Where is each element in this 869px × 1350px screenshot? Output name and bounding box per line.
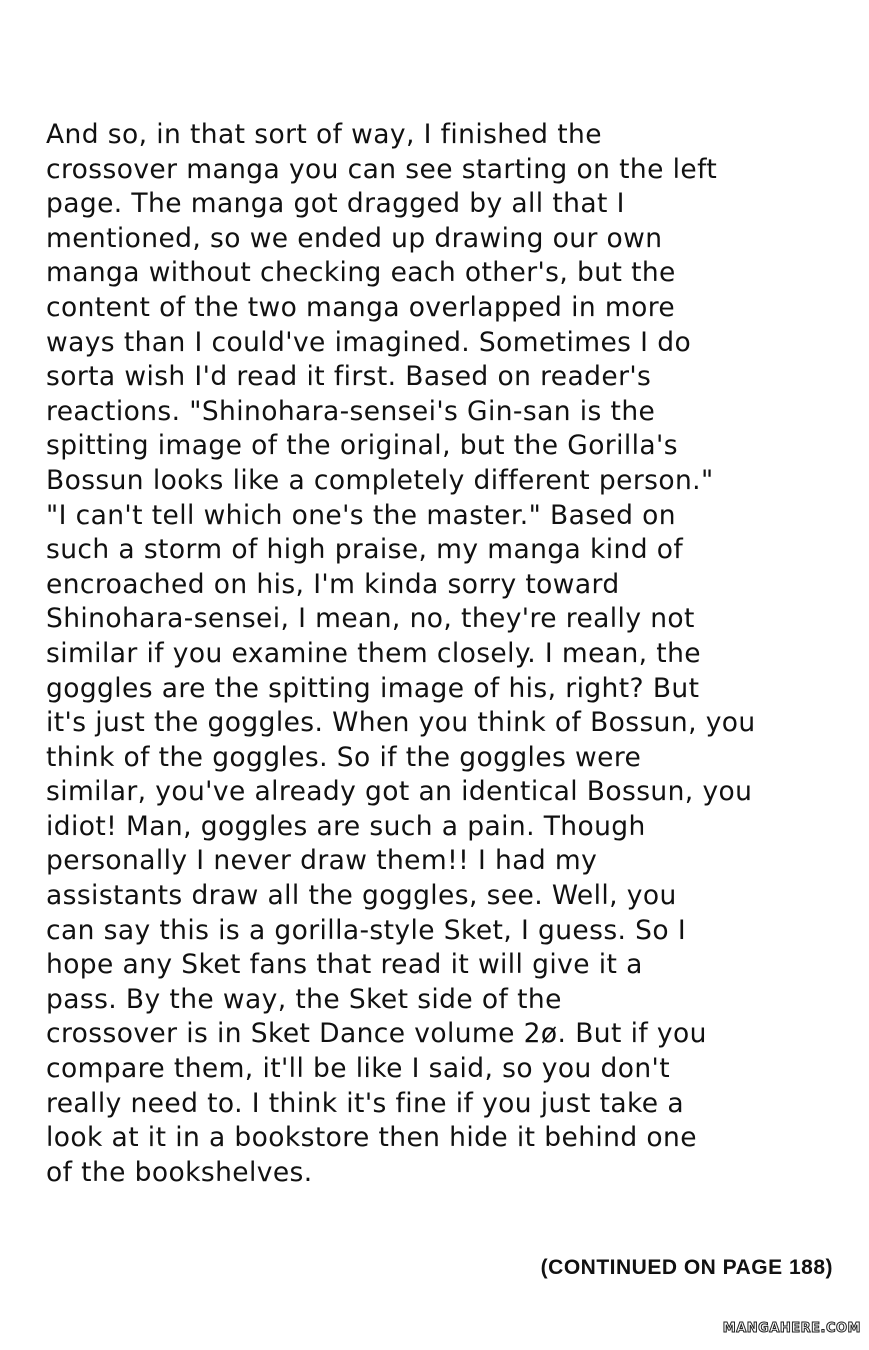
text-line: mentioned, so we ended up drawing our own — [46, 222, 663, 254]
text-line: crossover is in Sket Dance volume 2ø. But if you — [46, 1018, 707, 1050]
author-note-text — [46, 118, 846, 1190]
text-line: Shinohara-sensei, I mean, no, they're really not — [46, 603, 695, 635]
text-line: hope any Sket fans that read it will give it a — [46, 949, 643, 981]
text-line: similar if you examine them closely. I mean, the — [46, 637, 701, 669]
text-line: really need to. I think it's fine if you just take a — [46, 1087, 684, 1119]
text-line: goggles are the spitting image of his, right? But — [46, 672, 700, 704]
text-line: page. The manga got dragged by all that I — [46, 188, 625, 220]
text-line: assistants draw all the goggles, see. Well, you — [46, 880, 677, 912]
text-line: manga without checking each other's, but the — [46, 257, 676, 289]
text-line: reactions. "Shinohara-sensei's Gin-san is the — [46, 395, 656, 427]
text-line: ways than I could've imagined. Sometimes I do — [46, 326, 692, 358]
text-line: it's just the goggles. When you think of Bossun, you — [46, 707, 756, 739]
text-line: content of the two manga overlapped in more — [46, 291, 676, 323]
text-line: compare them, it'll be like I said, so you don't — [46, 1053, 671, 1085]
text-line: such a storm of high praise, my manga kind of — [46, 534, 684, 566]
continued-on-page-note: (CONTINUED ON PAGE 188) — [540, 1256, 833, 1279]
text-line: pass. By the way, the Sket side of the — [46, 983, 562, 1015]
text-line: encroached on his, I'm kinda sorry toward — [46, 568, 620, 600]
text-line: spitting image of the original, but the Gorilla's — [46, 430, 678, 462]
text-line: Bossun looks like a completely different person." — [46, 464, 714, 496]
text-line: idiot! Man, goggles are such a pain. Though — [46, 810, 646, 842]
text-line: of the bookshelves. — [46, 1156, 313, 1188]
text-line: crossover manga you can see starting on the left — [46, 153, 718, 185]
site-watermark: MANGAHERE.COM — [722, 1321, 861, 1336]
text-line: "I can't tell which one's the master." Based on — [46, 499, 676, 531]
text-line: personally I never draw them!! I had my — [46, 845, 598, 877]
text-line: sorta wish I'd read it first. Based on reader's — [46, 361, 652, 393]
text-line: think of the goggles. So if the goggles were — [46, 741, 642, 773]
text-line: can say this is a gorilla-style Sket, I guess. So I — [46, 914, 687, 946]
text-line: look at it in a bookstore then hide it behind one — [46, 1122, 697, 1154]
text-line: similar, you've already got an identical Bossun, you — [46, 776, 753, 808]
text-line: And so, in that sort of way, I finished the — [46, 119, 602, 150]
